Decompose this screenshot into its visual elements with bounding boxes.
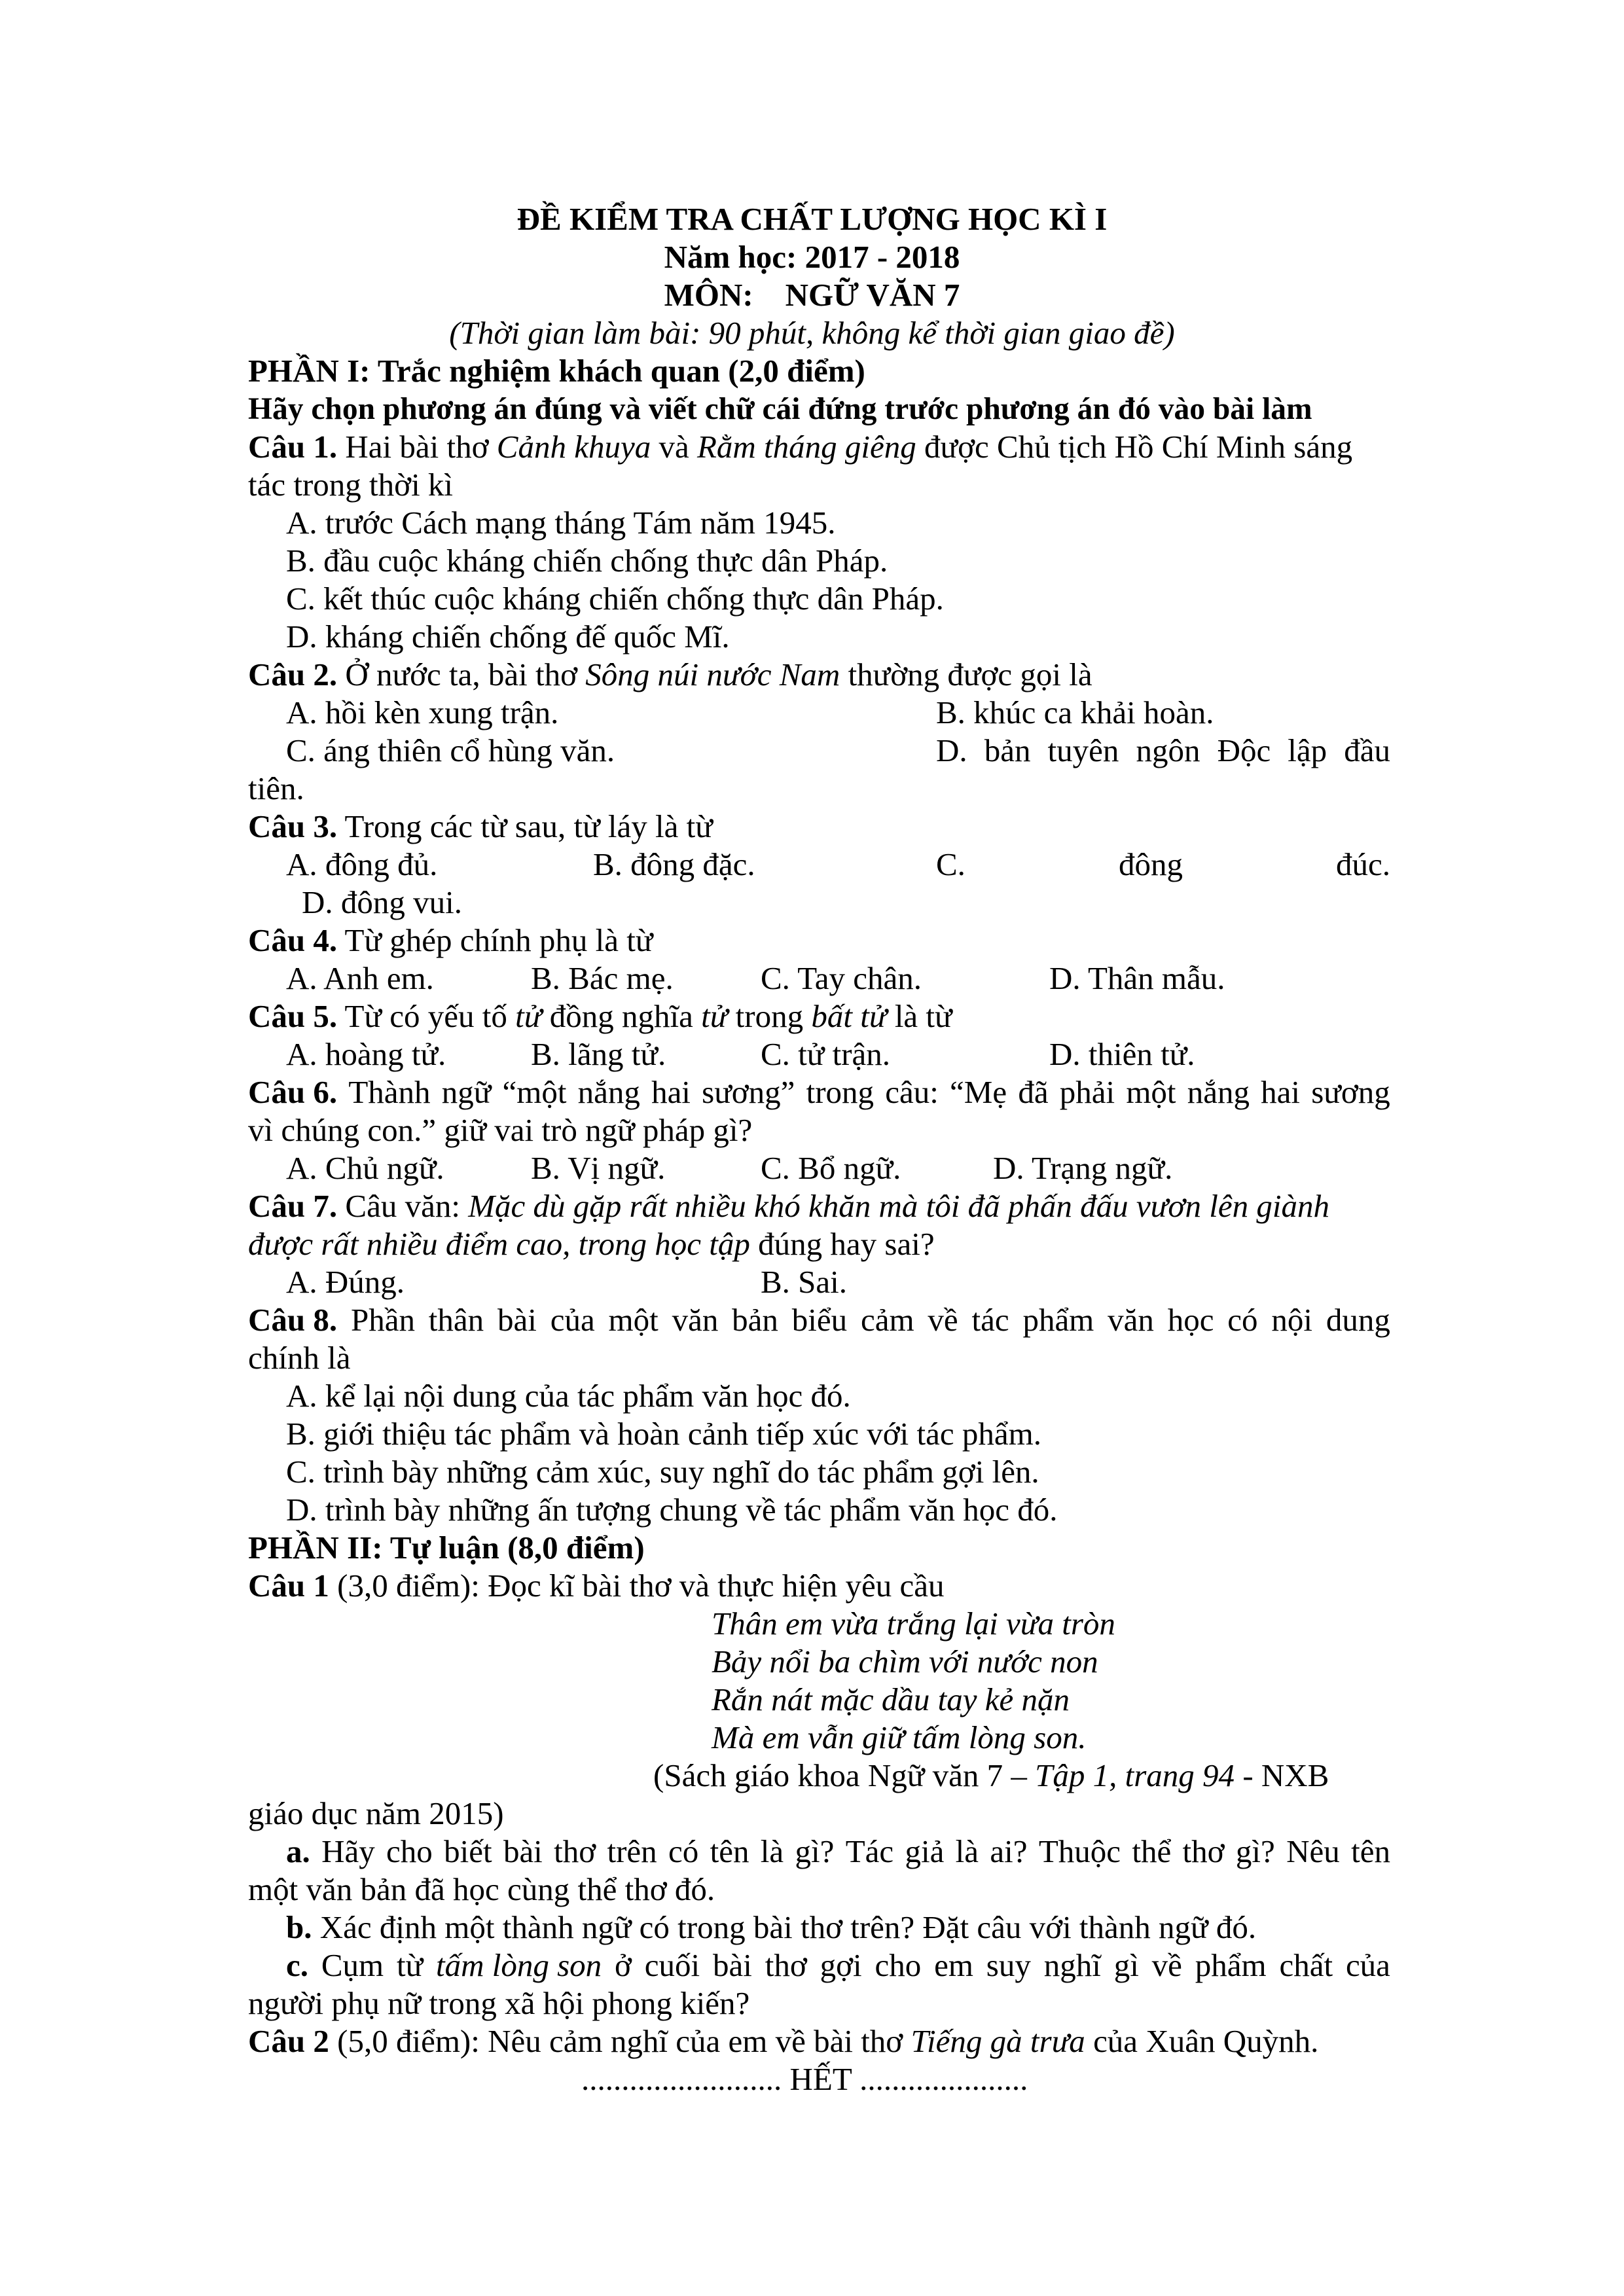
part1-heading: PHẦN I: Trắc nghiệm khách quan (2,0 điểm) — [248, 353, 865, 389]
q8-option-c: C. trình bày những cảm xúc, suy nghĩ do tác phẩm gợi lên. — [286, 1454, 1039, 1490]
q8-option-b: B. giới thiệu tác phẩm và hoàn cảnh tiếp xúc với tác phẩm. — [286, 1416, 1041, 1452]
p2-q1-stem: Câu 1 (3,0 điểm): Đọc kĩ bài thơ và thực hiện yêu cầu — [248, 1568, 945, 1604]
subject-line: MÔN: NGỮ VĂN 7 — [664, 277, 960, 313]
q2-option-c: C. áng thiên cổ hùng văn. — [286, 732, 615, 768]
q6-option-c: C. Bổ ngữ. — [761, 1150, 901, 1186]
q4-option-b: B. Bác mẹ. — [531, 960, 674, 996]
q7-option-a: A. Đúng. — [286, 1264, 405, 1300]
q7-stem-cont: được rất nhiều điểm cao, trong học tập đúng hay sai? — [248, 1226, 935, 1262]
q3-option-d: D. đông vui. — [302, 884, 462, 920]
exam-title: ĐỀ KIỂM TRA CHẤT LƯỢNG HỌC KÌ I — [516, 201, 1108, 237]
poem-line-4: Mà em vẫn giữ tấm lòng son. — [712, 1719, 1087, 1755]
q2-option-d: D. bản tuyên ngôn Độc lập đầu — [936, 732, 1390, 768]
q2-stem: Câu 2. Ở nước ta, bài thơ Sông núi nước Nam thường được gọi là — [248, 656, 1092, 692]
part1-instruction: Hãy chọn phương án đúng và viết chữ cái đứng trước phương án đó vào bài làm — [248, 392, 1312, 426]
q3-option-b: B. đông đặc. — [593, 846, 755, 882]
q8-stem-cont: chính là — [248, 1340, 351, 1376]
q1-option-c: C. kết thúc cuộc kháng chiến chống thực dân Pháp. — [286, 581, 944, 617]
q1-option-a: A. trước Cách mạng tháng Tám năm 1945. — [286, 505, 836, 541]
q5-stem: Câu 5. Từ có yếu tố tử đồng nghĩa tử trong bất tử là từ — [248, 998, 952, 1034]
q4-option-c: C. Tay chân. — [761, 960, 922, 996]
q3-stem: Câu 3. Trong các từ sau, từ láy là từ — [248, 808, 713, 844]
q1-stem: Câu 1. Hai bài thơ Cảnh khuya và Rằm tháng giêng được Chủ tịch Hồ Chí Minh sáng — [248, 429, 1353, 465]
q5-option-c: C. tử trận. — [761, 1036, 891, 1072]
p2-q1-a: a. Hãy cho biết bài thơ trên có tên là gì? Tác giả là ai? Thuộc thể thơ gì? Nêu tên — [286, 1833, 1390, 1869]
p2-q1-c-cont: người phụ nữ trong xã hội phong kiến? — [248, 1985, 750, 2021]
q4-option-d: D. Thân mẫu. — [1049, 960, 1225, 996]
q6-option-d: D. Trạng ngữ. — [993, 1150, 1173, 1186]
poem-line-3: Rắn nát mặc dầu tay kẻ nặn — [712, 1681, 1070, 1717]
q5-option-a: A. hoàng tử. — [286, 1036, 446, 1072]
q6-option-a: A. Chủ ngữ. — [286, 1150, 444, 1186]
q6-option-b: B. Vị ngữ. — [531, 1150, 666, 1186]
q5-option-d: D. thiên tử. — [1049, 1036, 1195, 1072]
q1-stem-cont: tác trong thời kì — [248, 467, 454, 503]
p2-q1-b: b. Xác định một thành ngữ có trong bài thơ trên? Đặt câu với thành ngữ đó. — [286, 1909, 1257, 1945]
p2-q2-stem: Câu 2 (5,0 điểm): Nêu cảm nghĩ của em về bài thơ Tiếng gà trưa của Xuân Quỳnh. — [248, 2023, 1319, 2059]
q8-option-a: A. kể lại nội dung của tác phẩm văn học đó. — [286, 1378, 851, 1414]
q2-option-a: A. hồi kèn xung trận. — [286, 694, 559, 730]
q7-option-b: B. Sai. — [761, 1264, 848, 1300]
end-marker: ......................... HẾT ..................... — [581, 2061, 1028, 2097]
poem-source-cont: giáo dục năm 2015) — [248, 1795, 504, 1831]
poem-source: (Sách giáo khoa Ngữ văn 7 – Tập 1, trang 94 - NXB — [653, 1757, 1329, 1793]
school-year: Năm học: 2017 - 2018 — [664, 239, 960, 275]
q3-option-c: C. đông đúc. — [936, 846, 1390, 882]
poem-line-2: Bảy nổi ba chìm với nước non — [712, 1643, 1098, 1679]
q5-option-b: B. lãng tử. — [531, 1036, 666, 1072]
q7-stem: Câu 7. Câu văn: Mặc dù gặp rất nhiều khó khăn mà tôi đã phấn đấu vươn lên giành — [248, 1188, 1330, 1224]
poem-line-1: Thân em vừa trắng lại vừa tròn — [712, 1605, 1115, 1641]
p2-q1-a-cont: một văn bản đã học cùng thể thơ đó. — [248, 1871, 715, 1907]
q2-option-b: B. khúc ca khải hoàn. — [936, 694, 1214, 730]
q6-stem-cont: vì chúng con.” giữ vai trò ngữ pháp gì? — [248, 1112, 753, 1148]
q2-option-d-cont: tiên. — [248, 770, 304, 806]
q6-stem: Câu 6. Thành ngữ “một nắng hai sương” trong câu: “Mẹ đã phải một nắng hai sương — [248, 1074, 1390, 1110]
time-note: (Thời gian làm bài: 90 phút, không kể thời gian giao đề) — [449, 315, 1175, 351]
p2-q1-c: c. Cụm từ tấm lòng son ở cuối bài thơ gợi cho em suy nghĩ gì về phẩm chất của — [286, 1947, 1390, 1983]
q4-option-a: A. Anh em. — [286, 960, 434, 996]
part2-heading: PHẦN II: Tự luận (8,0 điểm) — [248, 1530, 645, 1566]
q1-option-b: B. đầu cuộc kháng chiến chống thực dân Pháp. — [286, 543, 888, 579]
q1-option-d: D. kháng chiến chống đế quốc Mĩ. — [286, 619, 730, 655]
q8-option-d: D. trình bày những ấn tượng chung về tác phẩm văn học đó. — [286, 1492, 1058, 1528]
q4-stem: Câu 4. Từ ghép chính phụ là từ — [248, 922, 653, 958]
q3-option-a: A. đông đủ. — [286, 846, 438, 882]
q8-stem: Câu 8. Phần thân bài của một văn bản biểu cảm về tác phẩm văn học có nội dung — [248, 1302, 1390, 1338]
